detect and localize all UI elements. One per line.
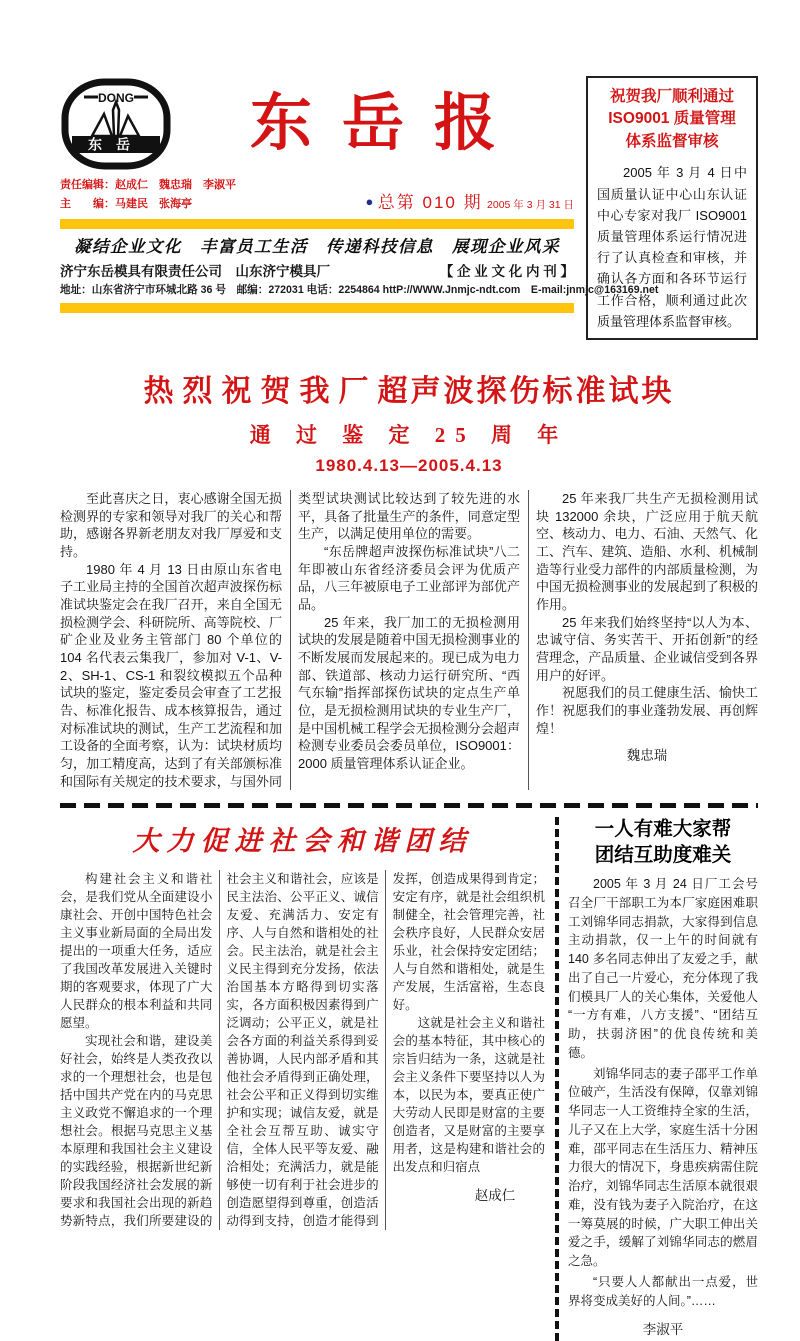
paragraph: ISO9001 质量管理 (608, 110, 736, 128)
issue-line (365, 188, 574, 213)
masthead-left (60, 76, 659, 340)
paragraph: “只要人人都献出一点爱，世界将变成美好的人间。”…… (568, 1274, 758, 1308)
issue-bullet-icon: ● (365, 194, 374, 210)
headline-dates: 1980.4.13—2005.4.13 (315, 455, 503, 475)
paragraph: 25 年来我们始终坚持“以人为本、忠诚守信、务实苦干、开拓创新”的经营理念，产品质量、企业诚信受到各界用户的好评。 (536, 614, 758, 683)
paragraph: 祝贺我厂顺利通过 (609, 88, 734, 105)
anniversary-headline (60, 366, 758, 476)
logo-graphic (60, 76, 172, 172)
company-row (60, 260, 574, 280)
help-signature: 李淑平 (642, 1322, 684, 1338)
paragraph: 主 编：马建民 张海亭 (60, 197, 192, 210)
logo-band-text: 东岳 (88, 136, 144, 153)
issue-date: 2005 年 3 月 31 日 (487, 199, 574, 212)
paragraph: 责任编辑：赵成仁 魏忠瑞 李淑平 (60, 179, 236, 191)
paragraph: 25 年来，我厂加工的无损检测用试块的发展是随着中国无损检测事业的不断发展而发展起来的。现已成为电力部、铁道部、核动力运行研究所、“西气东输”指挥部探伤试块的定点生产单位，是无损检测用试块的专业生产厂，是中国机械工程学会无损检测分会超声检测专业委员会委员单位，ISO9001：2000 质量管理体系认证企业。 (298, 614, 520, 771)
iso-box-body: 2005 年 3 月 4 日中国质量认证中心山东认证中心专家对我厂 ISO9001 质量管理体系运行情况进行了认真检查和审核，并确认各方面和各环节运行工作合格，顺利通过此次质量管理体系监督审核。 (597, 165, 747, 329)
iso-box-title (597, 86, 747, 153)
masthead (60, 76, 758, 340)
iso-announcement-box (586, 76, 758, 340)
harmony-signature: 赵成仁 (474, 1188, 516, 1204)
help-article (555, 817, 758, 1340)
harmony-article-title: 大力促进社会和谐团结 (132, 826, 473, 858)
paragraph: 构建社会主义和谐社会，是我们党从全面建设小康社会、开创中国特色社会主义事业新局面的全局出发提出的一项重大任务，适应了我国改革发展进入关键时期的客观要求，体现了广大人民群众的根本利益和共同愿望。 (60, 872, 213, 1031)
paragraph: 1980 年 4 月 13 日由原山东省电子工业局主持的全国首次超声波探伤标准试块鉴定会在我厂召开，来自全国无损检测学会、科研院所、高等院校、厂矿企业及业务主管部门 80 个单位的 104 名代表云集我厂，参加对 V-1、V-2、SH-1、CS-1 和裂纹模拟五个品种试块的鉴定，鉴定委员会审查了工艺报告、标准化报告、成本核算报告，通过对标准试块的测试，生产工艺流程和加工设备的全面考察，认为：试块材质均匀，加工精度高，达到了有关部颁标准和国际有关规定的技术要求，与国外同类型试块测试比较达到了较先进的水平，具备了批量生产的条件，同意定型生产，以满足使用单位的需要。 (60, 490, 520, 789)
yellow-bar-top (60, 219, 574, 229)
paragraph: 团结互助度难关 (594, 843, 732, 866)
headline-line2: 通 过 鉴 定 25 周 年 (249, 422, 569, 447)
paragraph: 体系监督审核 (625, 132, 719, 150)
headline-line1-bold: 超声波探伤标准试块 (377, 374, 675, 408)
company-name: 济宁东岳模具有限责任公司 山东济宁模具厂 (60, 264, 330, 280)
headline-line1-normal: 热烈祝贺我厂 (143, 374, 378, 408)
harmony-article (60, 817, 555, 1340)
logo-dong-text: DONG (98, 91, 134, 105)
paragraph: 这就是社会主义和谐社会的基本特征，其中核心的宗旨归结为一条，这就是社会主义条件下要坚持以人为本，以民为本，要真正使广大劳动人民即是财富的主要创造者，又是财富的主要享用者，这是构建和谐社会的出发点和归宿点 (392, 1016, 545, 1175)
anniversary-signature: 魏忠瑞 (626, 748, 668, 764)
address-line: 地址：山东省济宁市环城北路 36 号 邮编：272031 电话：2254864 httP://WWW.Jnmjc-ndt.com E-mail:jnmjc@163169.net (60, 284, 659, 297)
masthead-info-row (60, 176, 574, 213)
masthead-top (60, 76, 574, 172)
paragraph: “东岳牌超声波探伤标准试块”八二年即被山东省经济委员会评为优质产品，八三年被原电子工业部评为部优产品。 (298, 543, 520, 612)
paragraph: 一人有难大家帮 (594, 818, 732, 841)
slogan-line: 凝结企业文化 丰富员工生活 传递科技信息 展现企业风采 (74, 237, 560, 257)
help-article-title (568, 817, 758, 868)
section-divider (60, 803, 758, 808)
anniversary-article-columns (60, 490, 758, 790)
paper-title: 东岳报 (249, 90, 526, 158)
paragraph: 至此喜庆之日，衷心感谢全国无损检测界的专家和领导对我厂的关心和帮助，感谢各界新老朋友对我厂厚爱和支持。 (60, 490, 282, 559)
paragraph: 实现社会和谐，建设美好社会，始终是人类孜孜以求的一个理想社会，也是包括中国共产党在内的马克思主义政党不懈追求的一个理想社会。根据马克思主义基本原理和我国社会主义建设的实践经验，根据新世纪新阶段我国经济社会发展的新要求和我国社会出现的新趋势新特点，我们所要建设的社会主义和谐社会，应该是民主法治、公平正义、诚信友爱、充满活力、安定有序、人与自然和谐相处的社会。民主法治，就是社会主义民主得到充分发扬，依法治国基本方略得到切实落实，各方面积极因素得到广泛调动；公平正义，就是社会各方面的利益关系得到妥善协调，人民内部矛盾和其他社会矛盾得到正确处理，社会公平和正义得到切实维护和实现；诚信友爱，就是全社会互帮互助、诚实守信，全体人民平等友爱、融洽相处；充满活力，就是能够使一切有利于社会进步的创造愿望得到尊重，创造活动得到支持，创造才能得到发挥，创造成果得到肯定；安定有序，就是社会组织机制健全，社会管理完善，社会秩序良好，人民群众安居乐业，社会保持安定团结；人与自然和谐相处，就是生产发展，生活富裕，生态良好。 (60, 872, 545, 1229)
headline-line1 (60, 366, 758, 410)
help-article-body (568, 875, 758, 1341)
paragraph: 刘锦华同志的妻子邵平工作单位破产，生活没有保障，仅靠刘锦华同志一人工资维持全家的生活，儿子又在上大学，家庭生活十分困难，邵平同志在生活压力、精神压力很大的情况下，身患疾病需住院治疗，刘锦华同志生活原本就很艰难，没有钱为妻子入院治疗，在这一筹莫展的时候，广大职工伸出关爱之手，缓解了刘锦华同志的燃眉之急。 (568, 1066, 758, 1269)
harmony-article-columns (60, 870, 545, 1230)
editors-block (60, 176, 236, 213)
issue-number: 总第 010 期 (377, 193, 483, 213)
paragraph: 2005 年 3 月 24 日厂工会号召全厂干部职工为本厂家庭困难职工刘锦华同志捐款，大家得到信息主动捐款，仅一上午的时间就有 140 多名同志伸出了友爱之手，献出了自己一片爱心，充分体现了我们模具厂人的关心集体，关爱他人 “一方有难，八方支援”、“团结互助，扶弱济困”的优良传统和美德。 (568, 877, 758, 1060)
company-logo (60, 76, 172, 172)
paragraph: 祝愿我们的员工健康生活、愉快工作！祝愿我们的事业蓬勃发展、再创辉煌！ (536, 685, 758, 736)
paragraph: 25 年来我厂共生产无损检测用试块 132000 余块，广泛应用于航天航空、核动力、电力、石油、天然气、化工、汽车、建筑、造船、水利、机械制造等行业受力部件的内部质量检测，为中国无损检测事业的发展起到了积极的作用。 (536, 490, 758, 612)
publication-tag: 【 企 业 文 化 内 刊 】 (439, 264, 574, 280)
yellow-bar-bottom (60, 303, 574, 313)
bottom-section (60, 817, 758, 1340)
